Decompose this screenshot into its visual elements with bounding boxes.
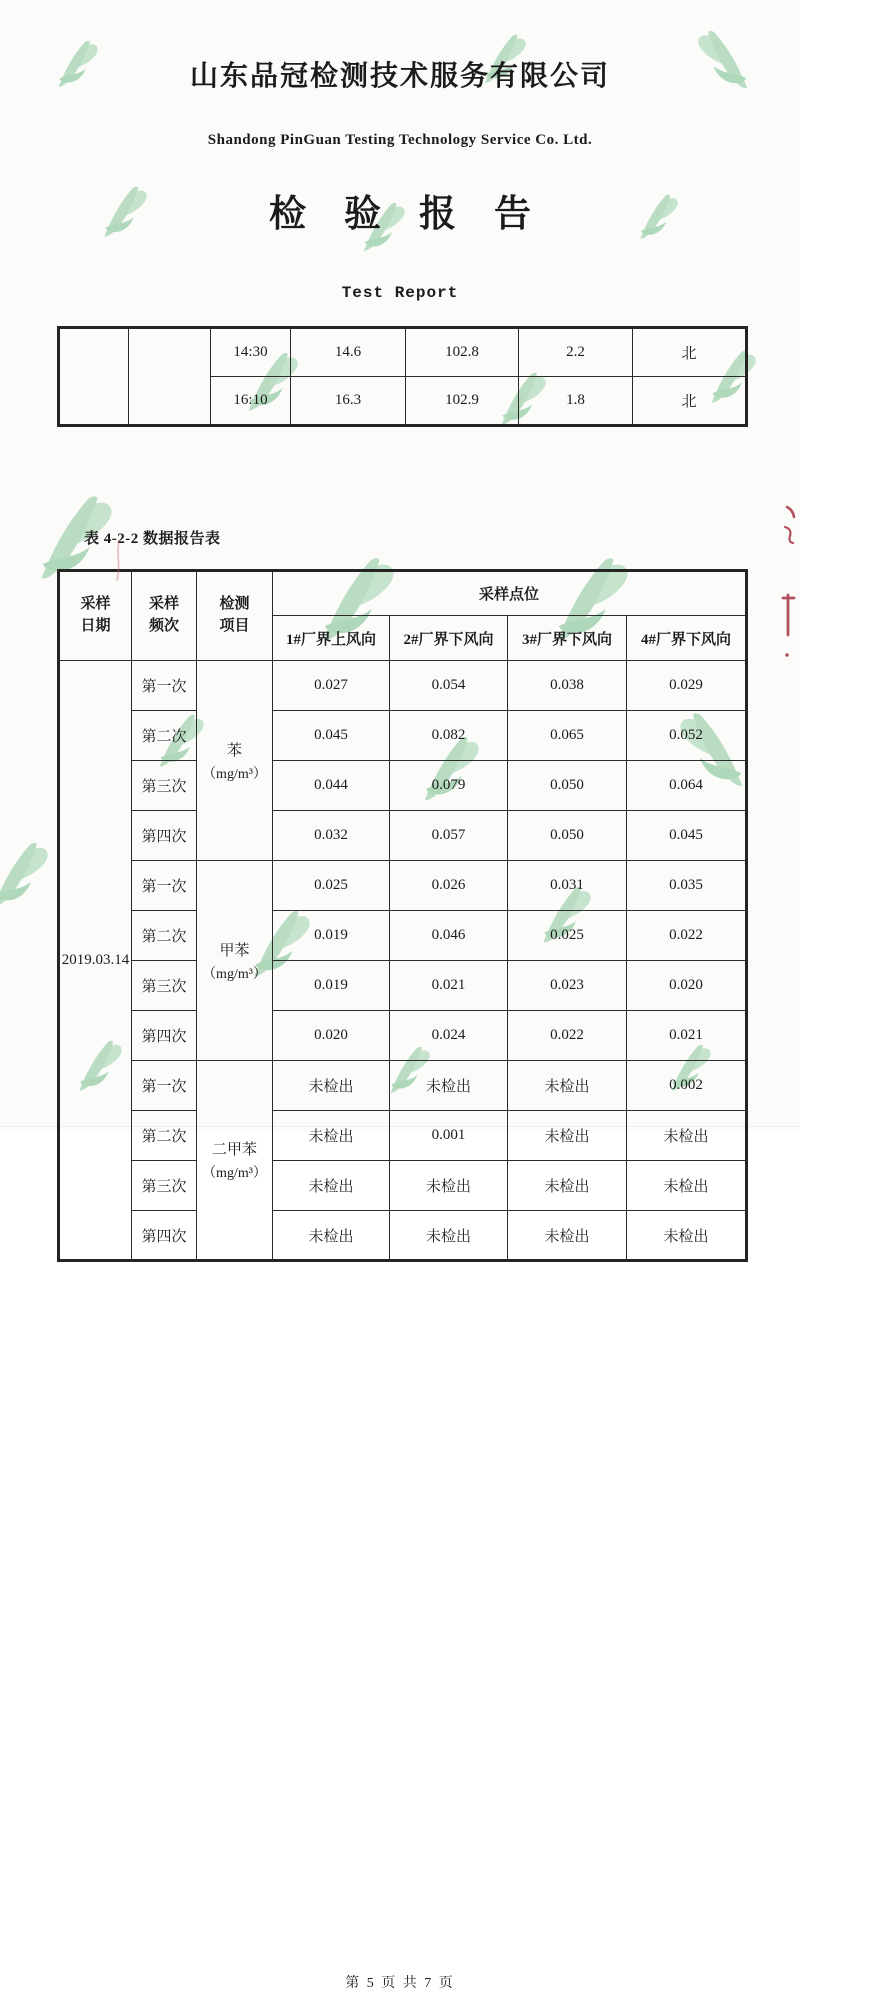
test-item-cell-benzene: 苯 （mg/m³）: [197, 661, 273, 861]
value-cell: 0.025: [273, 861, 390, 911]
red-mark-fragment: [112, 538, 124, 583]
col-header-test-item: 检测 项目: [197, 571, 273, 661]
value-cell: 未检出: [508, 1211, 627, 1261]
value-cell: 未检出: [390, 1161, 508, 1211]
data-row: [59, 811, 747, 861]
weather-cell-empty: [129, 328, 211, 426]
value-cell: 0.031: [508, 861, 627, 911]
weather-cell-time: 14:30: [211, 328, 291, 377]
unit-label: （mg/m³）: [202, 1166, 267, 1181]
red-stamp-fragment: [777, 495, 800, 670]
value-cell: 0.038: [508, 661, 627, 711]
weather-cell-windspeed: 2.2: [519, 328, 633, 377]
unit-label: （mg/m³）: [202, 766, 267, 782]
value-cell: 0.044: [273, 761, 390, 811]
page-number: 第 5 页 共 7 页: [345, 1976, 455, 1991]
weather-cell-winddirection: 北: [633, 328, 747, 377]
value-cell: 0.032: [273, 811, 390, 861]
frequency-cell: 第二次: [132, 911, 197, 961]
col-header-sample-date: 采样 日期: [59, 571, 132, 661]
value-cell: 0.020: [273, 1011, 390, 1061]
value-cell: 0.035: [627, 861, 747, 911]
point-header-3: 3#厂界下风向: [508, 616, 627, 661]
weather-cell-winddirection: 北: [633, 377, 747, 426]
weather-cell-windspeed: 1.8: [519, 377, 633, 426]
value-cell: 0.064: [627, 761, 747, 811]
value-cell: 未检出: [508, 1061, 627, 1111]
frequency-cell: 第四次: [132, 1211, 197, 1261]
value-cell: 0.002: [627, 1061, 747, 1111]
frequency-cell: 第二次: [132, 711, 197, 761]
frequency-cell: 第三次: [132, 1161, 197, 1211]
data-row: [59, 1111, 747, 1161]
frequency-cell: 第一次: [132, 1061, 197, 1111]
value-cell: 0.045: [627, 811, 747, 861]
value-cell: 0.052: [627, 711, 747, 761]
data-row: [59, 861, 747, 911]
value-cell: 未检出: [390, 1061, 508, 1111]
value-cell: 未检出: [508, 1111, 627, 1161]
value-cell: 0.022: [508, 1011, 627, 1061]
value-cell: 未检出: [390, 1211, 508, 1261]
value-cell: 0.019: [273, 911, 390, 961]
unit-label: （mg/m³）: [202, 966, 267, 982]
data-row: [59, 711, 747, 761]
value-cell: 0.029: [627, 661, 747, 711]
col-header-sample-frequency: 采样 频次: [132, 571, 197, 661]
value-cell: 未检出: [627, 1211, 747, 1261]
value-cell: 0.054: [390, 661, 508, 711]
pinguan-logo-watermark: [0, 842, 48, 908]
sample-date-cell: 2019.03.14: [59, 661, 132, 1261]
value-cell: 未检出: [273, 1111, 390, 1161]
value-cell: 0.065: [508, 711, 627, 761]
weather-table: [57, 326, 748, 427]
value-cell: 未检出: [273, 1061, 390, 1111]
value-cell: 0.019: [273, 961, 390, 1011]
value-cell: 0.082: [390, 711, 508, 761]
weather-cell-temperature: 16.3: [291, 377, 406, 426]
value-cell: 0.021: [627, 1011, 747, 1061]
test-item-cell-xylene: 二甲苯 （mg/m³）: [197, 1061, 273, 1261]
value-cell: 0.025: [508, 911, 627, 961]
data-row: [59, 1211, 747, 1261]
data-row: [59, 1011, 747, 1061]
value-cell: 0.027: [273, 661, 390, 711]
point-header-4: 4#厂界下风向: [627, 616, 747, 661]
value-cell: 0.021: [390, 961, 508, 1011]
test-item-cell-toluene: 甲苯 （mg/m³）: [197, 861, 273, 1061]
value-cell: 0.024: [390, 1011, 508, 1061]
header-row: [59, 571, 747, 616]
frequency-cell: 第四次: [132, 1011, 197, 1061]
frequency-cell: 第三次: [132, 961, 197, 1011]
weather-cell-pressure: 102.9: [406, 377, 519, 426]
point-header-2: 2#厂界下风向: [390, 616, 508, 661]
value-cell: 0.050: [508, 761, 627, 811]
value-cell: 0.026: [390, 861, 508, 911]
company-name-en: Shandong PinGuan Testing Technology Service Co. Ltd.: [207, 132, 593, 148]
value-cell: 0.022: [627, 911, 747, 961]
value-cell: 未检出: [273, 1211, 390, 1261]
data-row: [59, 1161, 747, 1211]
value-cell: 0.020: [627, 961, 747, 1011]
weather-cell-empty: [59, 328, 129, 426]
report-title-en: Test Report: [341, 284, 459, 302]
frequency-cell: 第三次: [132, 761, 197, 811]
value-cell: 未检出: [508, 1161, 627, 1211]
value-cell: 0.001: [390, 1111, 508, 1161]
value-cell: 未检出: [627, 1111, 747, 1161]
weather-row: [59, 328, 747, 377]
data-report-table: [57, 569, 748, 1262]
frequency-cell: 第一次: [132, 661, 197, 711]
value-cell: 未检出: [273, 1161, 390, 1211]
weather-cell-pressure: 102.8: [406, 328, 519, 377]
company-name-cn: 山东品冠检测技术服务有限公司: [189, 61, 610, 92]
data-row: [59, 661, 747, 711]
data-row: [59, 911, 747, 961]
data-row: [59, 961, 747, 1011]
frequency-cell: 第一次: [132, 861, 197, 911]
value-cell: 0.079: [390, 761, 508, 811]
weather-cell-time: 16:10: [211, 377, 291, 426]
value-cell: 0.050: [508, 811, 627, 861]
value-cell: 0.057: [390, 811, 508, 861]
frequency-cell: 第二次: [132, 1111, 197, 1161]
data-row: [59, 1061, 747, 1111]
frequency-cell: 第四次: [132, 811, 197, 861]
value-cell: 未检出: [627, 1161, 747, 1211]
col-header-sampling-points: 采样点位: [273, 571, 747, 616]
value-cell: 0.023: [508, 961, 627, 1011]
weather-cell-temperature: 14.6: [291, 328, 406, 377]
table-caption: 表 4-2-2 数据报告表: [84, 531, 221, 547]
point-header-1: 1#厂界上风向: [273, 616, 390, 661]
value-cell: 0.046: [390, 911, 508, 961]
data-row: [59, 761, 747, 811]
value-cell: 0.045: [273, 711, 390, 761]
report-title-cn: 检验报告: [269, 194, 569, 235]
